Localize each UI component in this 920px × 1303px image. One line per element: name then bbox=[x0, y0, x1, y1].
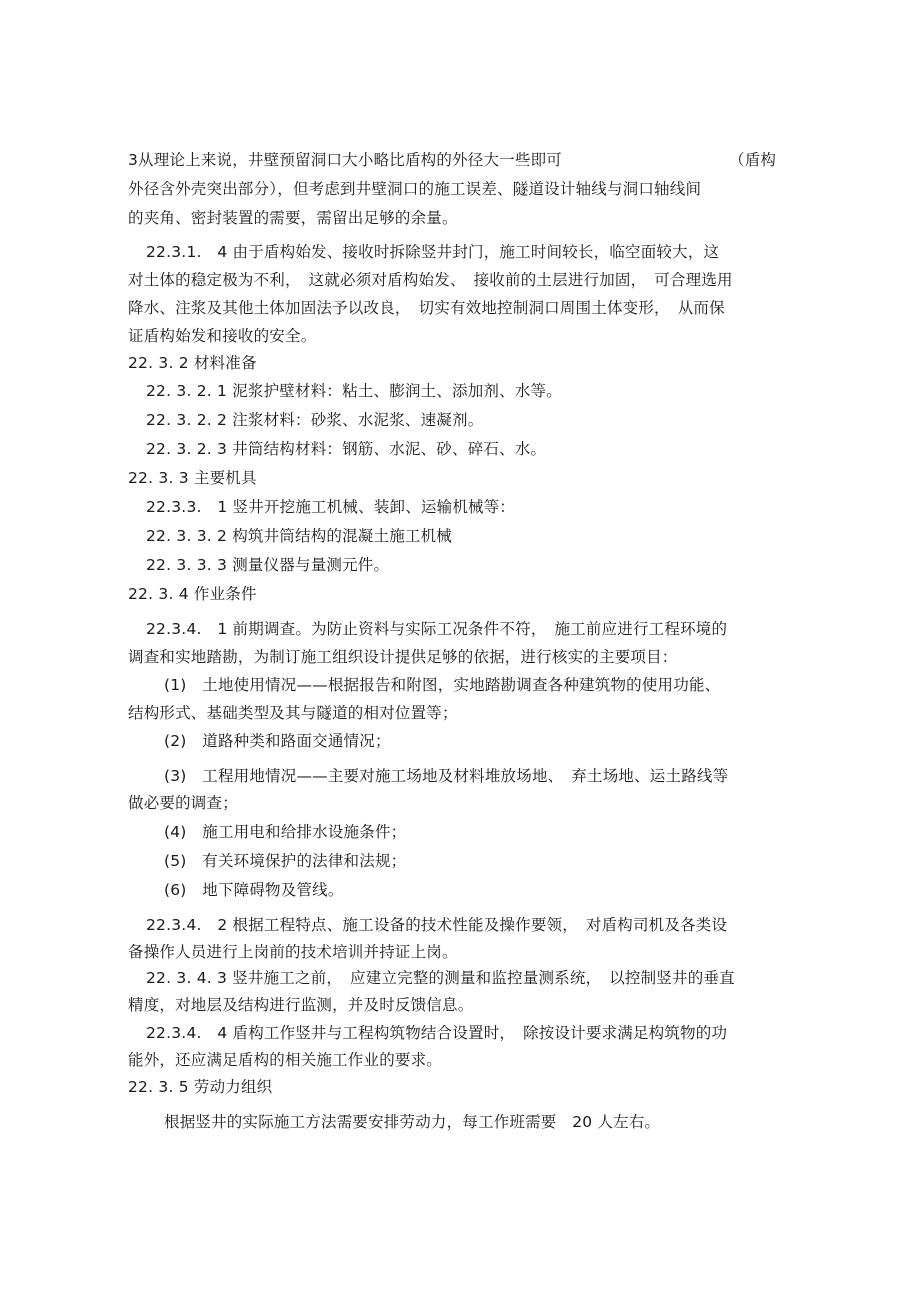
list-item: (1) 土地使用情况——根据报告和附图，实地踏勘调查各种建筑物的使用功能、 bbox=[164, 676, 721, 694]
paragraph-line: 22.3.4. 1 前期调查。为防止资料与实际工况条件不符， 施工前应进行工程环境的 bbox=[146, 620, 728, 638]
list-item: (4) 施工用电和给排水设施条件； bbox=[164, 823, 407, 841]
paragraph-line: 22. 3. 2. 2 注浆材料：砂浆、水泥浆、速凝剂。 bbox=[146, 411, 484, 429]
paragraph-line: 做必要的调查； bbox=[128, 794, 238, 812]
paragraph-line: 22. 3. 2. 3 井筒结构材料：钢筋、水泥、砂、碎石、水。 bbox=[146, 440, 547, 458]
paragraph-line: 22.3.3. 1 竖井开挖施工机械、装卸、运输机械等： bbox=[146, 498, 516, 516]
paragraph-line: 外径含外壳突出部分），但考虑到井壁洞口的施工误差、隧道设计轴线与洞口轴线间 bbox=[128, 180, 702, 198]
paragraph-line: 的夹角、密封装置的需要，需留出足够的余量。 bbox=[128, 209, 458, 227]
paragraph-line: （盾构 bbox=[729, 151, 777, 169]
section-heading: 22. 3. 2 材料准备 bbox=[128, 354, 257, 372]
paragraph-line: 22. 3. 4. 3 竖井施工之前， 应建立完整的测量和监控量测系统， 以控制竖井的垂直 bbox=[146, 969, 735, 987]
paragraph-line: 3从理论上来说，井壁预留洞口大小略比盾构的外径大一些即可 bbox=[128, 151, 562, 169]
paragraph-line: 22. 3. 2. 1 泥浆护壁材料：粘土、膨润土、添加剂、水等。 bbox=[146, 382, 562, 400]
list-item: (5) 有关环境保护的法律和法规； bbox=[164, 852, 407, 870]
paragraph-line: 调查和实地踏勘，为制订施工组织设计提供足够的依据，进行核实的主要项目： bbox=[128, 648, 678, 666]
paragraph-line: 22.3.1. 4 由于盾构始发、接收时拆除竖井封门，施工时间较长，临空面较大，这 bbox=[146, 243, 720, 261]
section-heading: 22. 3. 5 劳动力组织 bbox=[128, 1078, 273, 1096]
paragraph-line: 22. 3. 3. 3 测量仪器与量测元件。 bbox=[146, 556, 390, 574]
paragraph-line: 备操作人员进行上岗前的技术培训并持证上岗。 bbox=[128, 943, 458, 961]
paragraph-line: 证盾构始发和接收的安全。 bbox=[128, 327, 317, 345]
paragraph-line: 对土体的稳定极为不利， 这就必须对盾构始发、 接收前的土层进行加固， 可合理选用 bbox=[128, 271, 733, 289]
paragraph-line: 22.3.4. 4 盾构工作竖井与工程构筑物结合设置时， 除按设计要求满足构筑物的功 bbox=[146, 1024, 728, 1042]
section-heading: 22. 3. 4 作业条件 bbox=[128, 585, 257, 603]
section-heading: 22. 3. 3 主要机具 bbox=[128, 469, 257, 487]
paragraph-line: 精度，对地层及结构进行监测，并及时反馈信息。 bbox=[128, 996, 474, 1014]
paragraph-line: 22.3.4. 2 根据工程特点、施工设备的技术性能及操作要领， 对盾构司机及各类设 bbox=[146, 916, 728, 934]
paragraph-line: 降水、注浆及其他土体加固法予以改良， 切实有效地控制洞口周围土体变形， 从而保 bbox=[128, 299, 725, 317]
paragraph-line: 22. 3. 3. 2 构筑井筒结构的混凝土施工机械 bbox=[146, 527, 452, 545]
list-item: (2) 道路种类和路面交通情况； bbox=[164, 732, 391, 750]
list-item: (3) 工程用地情况——主要对施工场地及材料堆放场地、 弃土场地、运土路线等 bbox=[164, 767, 729, 785]
list-item: (6) 地下障碍物及管线。 bbox=[164, 881, 344, 899]
paragraph-line: 结构形式、基础类型及其与隧道的相对位置等； bbox=[128, 704, 458, 722]
paragraph-line: 能外，还应满足盾构的相关施工作业的要求。 bbox=[128, 1051, 443, 1069]
paragraph-line: 根据竖井的实际施工方法需要安排劳动力，每工作班需要 20 人左右。 bbox=[164, 1113, 661, 1131]
